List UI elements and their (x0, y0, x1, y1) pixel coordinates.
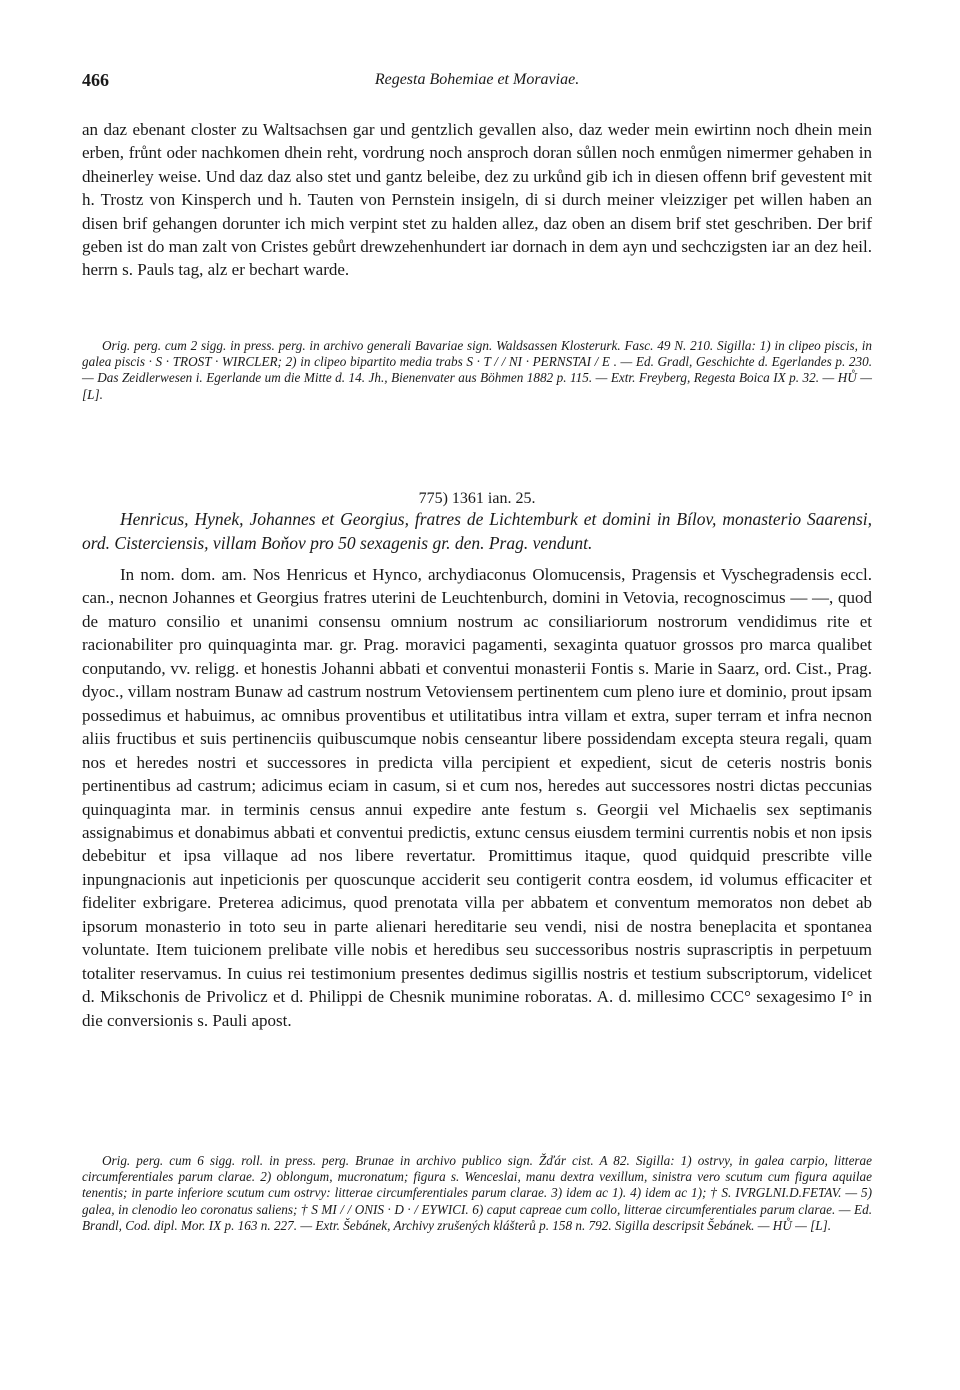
document-text: In nom. dom. am. Nos Henricus et Hynco, archydiaconus Olomucensis, Pragensis et Vyschegradensis eccl. can., necnon Johannes et Georgius fratres uterini de Leuchtenburch, domini in Vetovia, recognoscimus — —, quod de maturo consilio et unanimi consensu omnium nostrum ac consiliariorum nostrorum vendidimus rite et racionabiliter pro quinquaginta mar. gr. Prag. moravici pagamenti, sexaginta quatuor grossos pro marca qualibet conputando, vv. religg. et honestis Johanni abbati et conventui monasterii Fontis s. Marie in Saarz, ord. Cist., Prag. dyoc., villam nostram Bunaw ad castrum nostrum Vetoviensem pertinentem cum pleno iure et dominio, prout ipsam possedimus et habuimus, ac omnibus proventibus et utilitatibus intra villam et extra, super terram et infra necnon aliis fructibus et suis pertinenciis quibuscumque nobis censeantur libere possidendam excepta steura regali, quam nos et heredes nostri et successores in predicta villa percipient et expedient, sicut de ceteris nostris bonis pertinentibus ad castrum; adicimus eciam in casum, si et cum nos, heredes aut successores nostri dictas peccunias quinquaginta mar. in terminis census annui expedire ante festum s. Georgii vel Michaelis sex septimanis assignabimus et donabimus abbati et conventui predictis, extunc census eiusdem termini currentis nobis et non ipsis debebitur et ipsa villaque ad nos libere revertatur. Promittimus itaque, quod quidquid prescribte ville inpungnacionis aut inpeticionis per quoscunque acciderit seu contigerit contra eosdem, id volumus efficaciter et fideliter exbrigare. Preterea adicimus, quod prenotata villa per abbatem et conventum memoratos non debet ab ipsorum monasterio in toto seu in parte alienari hereditarie seu vendi, nisi de nostra beneplacita et spontanea voluntate. Item tuicionem prelibate ville nobis et heredibus seu successoribus nostris suprascriptis in perpetuum totaliter reservamus. In cuius rei testimonium presentes dedimus sigillis nostris et testium subscriptorum, videlicet d. Mikschonis de Privolicz et d. Philippi de Chesnik munimine roboratas. A. d. millesimo CCC° sexagesimo I° in die conversionis s. Pauli apost. (82, 565, 872, 1030)
document-heading: 775) 1361 ian. 25. (418, 490, 536, 507)
running-title: Regesta Bohemiae et Moraviae. (374, 71, 580, 88)
source-note-775-text: Orig. perg. cum 6 sigg. roll. in press. perg. Brunae in archivo publico sign. Žďár cist. A 82. Sigilla: 1) ostrvy, in galea carpio, litterae circumferentiales parum clarae. 2) oblongum, mucronatum; figura s. Wenceslai, manu dextra vexillum, sinistra vero scutum cum figura aquilae tenentis; in parte inferiore scutum cum ostrvy: litterae circumferentiales parum clarae. 3) idem ac 1). 4) idem ac 1); † S. IVRGLNI.D.FETAV. — 5) galea, in clenodio leo coronatus saliens; † S MI / / ONIS · D · / EYWICI. 6) caput capreae cum collo, litterae circumferentiales parum clarae. — Ed. Brandl, Cod. dipl. Mor. IX p. 163 n. 227. — Extr. Šebánek, Archivy zrušených klášterů p. 158 n. 792. Sigilla descripsit Šebánek. — HŮ — [L]. (82, 1153, 872, 1233)
source-note-774 (82, 338, 872, 403)
document-regest: Henricus, Hynek, Johannes et Georgius, fratres de Lichtemburk et domini in Bílov, monasterio Saarensi, ord. Cisterciensis, villam Boňov pro 50 sexagenis gr. den. Prag. vendunt. (82, 509, 872, 553)
continued-charter-text: an daz ebenant closter zu Waltsachsen gar und gentzlich gevallen also, daz weder mein ewirtinn noch dhein mein erben, frůnt oder nachkomen dhein reht, vordrung noch ansproch doran sůllen noch enmůgen nimermer gehaben in dheinerley weise. Und daz daz also stet und gantz beleibe, dez zu urkůnd gib ich in diesen offenn brif gevestent mit h. Trostz von Kinsperch und h. Tauten von Pernstein insigeln, di si durch meiner vleizziger pet willen haben an disen brif gehangen dorunter ich mich verpint stet zu halden allez, daz oben an disem brif stet geschriben. Der brif geben ist do man zalt von Cristes gebůrt drewzehenhundert iar dornach in dem ayn und sechczigsten iar an dez heil. herrn s. Pauls tag, alz er bechart warde. (82, 120, 872, 280)
running-header (82, 70, 872, 98)
source-note-774-text: Orig. perg. cum 2 sigg. in press. perg. in archivo generali Bavariae sign. Waldsassen Klosterurk. Fasc. 49 N. 210. Sigilla: 1) in clipeo piscis, in galea piscis · S · TROST · WIRCLER; 2) in clipeo bipartito media trabs S · T / / NI · PERNSTAI / E . — Ed. Gradl, Geschichte d. Egerlandes p. 230. — Das Zeidlerwesen i. Egerlande um die Mitte d. 14. Jh., Bienenvater aus Böhmen 1882 p. 115. — Extr. Freyberg, Regesta Boica IX p. 32. — HŮ — [L]. (82, 338, 872, 402)
page-number: 466 (82, 70, 109, 90)
source-note-775 (82, 1153, 872, 1234)
